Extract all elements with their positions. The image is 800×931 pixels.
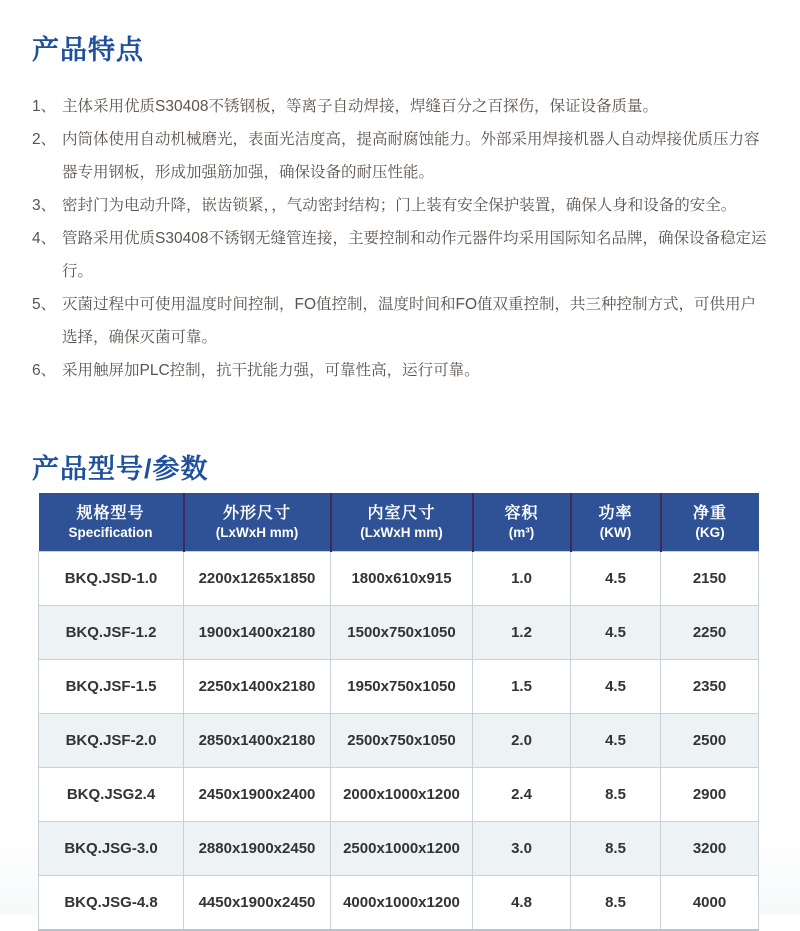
table-cell: 2250: [661, 606, 759, 660]
table-cell: 1800x610x915: [331, 552, 473, 606]
table-cell: 1.0: [473, 552, 571, 606]
column-header-unit: (LxWxH mm): [360, 524, 443, 540]
column-header-cn: 功率: [598, 504, 633, 522]
table-row: [39, 714, 759, 768]
table-cell: 1950x750x1050: [331, 660, 473, 714]
column-header-unit: (KG): [695, 524, 725, 540]
feature-text: 密封门为电动升降，嵌齿锁紧，，气动密封结构；门上装有安全保护装置，确保人身和设备的安全。: [62, 197, 737, 214]
column-header-unit: (m³): [508, 524, 535, 540]
column-header: [331, 493, 473, 552]
feature-item: [32, 90, 768, 123]
feature-item: [32, 123, 768, 189]
feature-number: 2、: [32, 131, 57, 148]
table-cell: 4.5: [571, 552, 661, 606]
table-cell: 8.5: [571, 768, 661, 822]
table-row: [39, 606, 759, 660]
feature-number: 6、: [32, 362, 57, 379]
table-cell: BKQ.JSG2.4: [39, 768, 184, 822]
feature-number: 5、: [32, 296, 57, 313]
table-row: [39, 822, 759, 876]
column-header: [473, 493, 571, 552]
table-cell: 2850x1400x2180: [184, 714, 331, 768]
table-cell: 2200x1265x1850: [184, 552, 331, 606]
column-header-cn: 净重: [692, 504, 727, 522]
column-header-unit: Specification: [68, 524, 153, 540]
table-cell: 2880x1900x2450: [184, 822, 331, 876]
column-header-unit: (KW): [599, 524, 632, 540]
column-header: [571, 493, 661, 552]
table-row: [39, 768, 759, 822]
table-cell: 1.5: [473, 660, 571, 714]
features-list: [32, 90, 768, 387]
table-cell: 4.5: [571, 660, 661, 714]
feature-item: [32, 354, 768, 387]
feature-item: [32, 189, 768, 222]
table-cell: 2450x1900x2400: [184, 768, 331, 822]
table-cell: 1.2: [473, 606, 571, 660]
column-header-unit: (LxWxH mm): [215, 524, 299, 540]
table-cell: 2250x1400x2180: [184, 660, 331, 714]
specs-title: 产品型号/参数: [32, 454, 209, 484]
column-header-cn: 外形尺寸: [222, 504, 291, 522]
specs-table: [38, 493, 759, 931]
feature-text: 内筒体使用自动机械磨光，表面光洁度高，提高耐腐蚀能力。外部采用焊接机器人自动焊接优质压力容器专用钢板，形成加强筋加强，确保设备的耐压性能。: [62, 131, 760, 181]
specs-table-header-row: [39, 493, 759, 552]
table-cell: 4450x1900x2450: [184, 876, 331, 931]
table-cell: 4000: [661, 876, 759, 931]
column-header-cn: 容积: [504, 504, 539, 522]
table-cell: 2000x1000x1200: [331, 768, 473, 822]
table-cell: 2500: [661, 714, 759, 768]
table-cell: BKQ.JSF-1.2: [39, 606, 184, 660]
table-row: [39, 660, 759, 714]
table-cell: 3.0: [473, 822, 571, 876]
feature-text: 管路采用优质S30408不锈钢无缝管连接，主要控制和动作元器件均采用国际知名品牌，确保设备稳定运行。: [62, 230, 767, 280]
table-cell: 8.5: [571, 876, 661, 931]
column-header-cn: 规格型号: [76, 504, 145, 522]
table-cell: 4000x1000x1200: [331, 876, 473, 931]
table-cell: 2900: [661, 768, 759, 822]
column-header: [39, 493, 184, 552]
features-section: [32, 34, 768, 387]
table-cell: 1500x750x1050: [331, 606, 473, 660]
table-cell: 1900x1400x2180: [184, 606, 331, 660]
specs-section: [32, 453, 768, 931]
table-row: [39, 552, 759, 606]
feature-item: [32, 222, 768, 288]
table-cell: 8.5: [571, 822, 661, 876]
feature-number: 4、: [32, 230, 57, 247]
table-cell: 4.5: [571, 606, 661, 660]
specs-table-head: [39, 493, 759, 552]
table-cell: 2350: [661, 660, 759, 714]
table-cell: 2500x750x1050: [331, 714, 473, 768]
table-cell: 2150: [661, 552, 759, 606]
table-cell: 4.8: [473, 876, 571, 931]
table-cell: 2.4: [473, 768, 571, 822]
table-cell: 4.5: [571, 714, 661, 768]
feature-text: 采用触屏加PLC控制，抗干扰能力强，可靠性高，运行可靠。: [62, 362, 480, 379]
column-header-cn: 内室尺寸: [367, 504, 436, 522]
specs-table-body: [39, 552, 759, 931]
table-cell: BKQ.JSF-2.0: [39, 714, 184, 768]
table-cell: BKQ.JSG-3.0: [39, 822, 184, 876]
feature-number: 3、: [32, 197, 57, 214]
table-row: [39, 876, 759, 931]
feature-text: 主体采用优质S30408不锈钢板，等离子自动焊接，焊缝百分之百探伤，保证设备质量。: [62, 98, 658, 115]
features-title: 产品特点: [32, 35, 144, 65]
feature-item: [32, 288, 768, 354]
table-cell: BKQ.JSD-1.0: [39, 552, 184, 606]
feature-number: 1、: [32, 98, 57, 115]
table-cell: 2.0: [473, 714, 571, 768]
column-header: [184, 493, 331, 552]
table-cell: 2500x1000x1200: [331, 822, 473, 876]
column-header: [661, 493, 759, 552]
table-cell: BKQ.JSF-1.5: [39, 660, 184, 714]
table-cell: 3200: [661, 822, 759, 876]
feature-text: 灭菌过程中可使用温度时间控制，FO值控制，温度时间和FO值双重控制，共三种控制方式，可供用户选择，确保灭菌可靠。: [62, 296, 757, 346]
table-cell: BKQ.JSG-4.8: [39, 876, 184, 931]
